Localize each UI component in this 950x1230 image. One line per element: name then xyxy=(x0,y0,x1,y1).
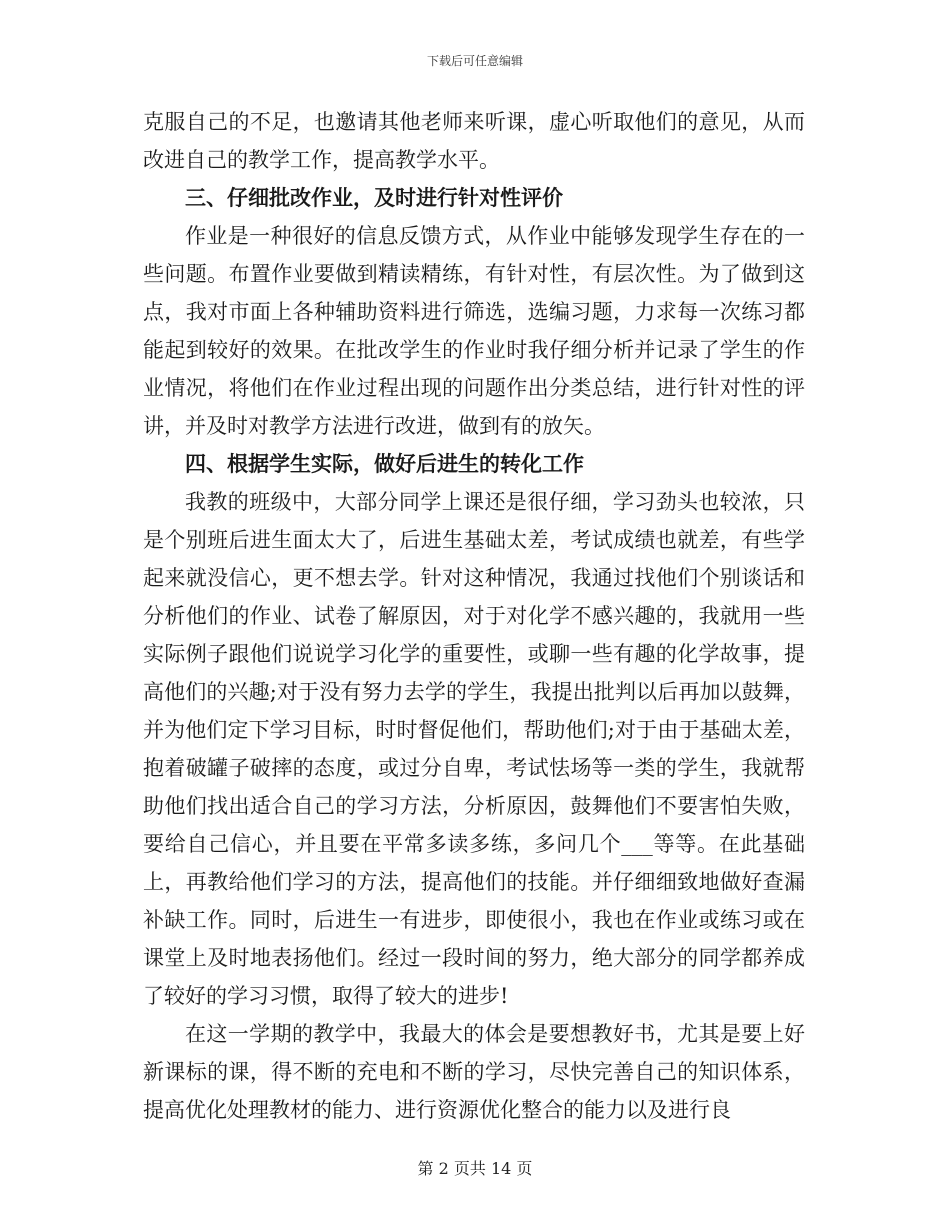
section-heading-4: 四、根据学生实际，做好后进生的转化工作 xyxy=(185,452,584,476)
paragraph-struggling-students: 我教的班级中，大部分同学上课还是很仔细，学习劲头也较浓，只是个别班后进生面太大了，后进生基础太差，考试成绩也就差，有些学起来就没信心，更不想去学。针对这种情况，我通过找他们个别谈话和分析他们的作业、试卷了解原因，对于对化学不感兴趣的，我就用一些实际例子跟他们说说学习化学的重要性，或聊一些有趣的化学故事，提高他们的兴趣;对于没有努力去学的学生，我提出批判以后再加以鼓舞，并为他们定下学习目标，时时督促他们，帮助他们;对于由于基础太差，抱着破罐子破摔的态度，或过分自卑，考试怯场等一类的学生，我就帮助他们找出适合自己的学习方法，分析原因，鼓舞他们不要害怕失败，要给自己信心，并且要在平常多读多练，多问几个___等等。在此基础上，再教给他们学习的方法，提高他们的技能。并仔细细致地做好查漏补缺工作。同时，后进生一有进步，即使很小，我也在作业或练习或在课堂上及时地表扬他们。经过一段时间的努力，绝大部分的同学都养成了较好的学习习惯，取得了较大的进步! xyxy=(143,490,805,1008)
paragraph-homework: 作业是一种很好的信息反馈方式，从作业中能够发现学生存在的一些问题。布置作业要做到精读精练，有针对性，有层次性。为了做到这点，我对市面上各种辅助资料进行筛选，选编习题，力求每一次练习都能起到较好的效果。在批改学生的作业时我仔细分析并记录了学生的作业情况，将他们在作业过程出现的问题作出分类总结，进行针对性的评讲，并及时对教学方法进行改进，做到有的放矢。 xyxy=(143,224,805,438)
paragraph-continuation: 克服自己的不足，也邀请其他老师来听课，虚心听取他们的意见，从而改进自己的教学工作，提高教学水平。 xyxy=(143,110,805,172)
page-number-footer: 第 2 页共 14 页 xyxy=(417,1159,533,1178)
document-body xyxy=(143,103,805,1129)
page-header: 下载后可任意编辑 xyxy=(426,54,523,68)
paragraph-reflection: 在这一学期的教学中，我最大的体会是要想教好书，尤其是要上好新课标的课，得不断的充电和不断的学习，尽快完善自己的知识体系，提高优化处理教材的能力、进行资源优化整合的能力以及进行良 xyxy=(143,1022,805,1122)
section-heading-3: 三、仔细批改作业，及时进行针对性评价 xyxy=(185,186,563,210)
